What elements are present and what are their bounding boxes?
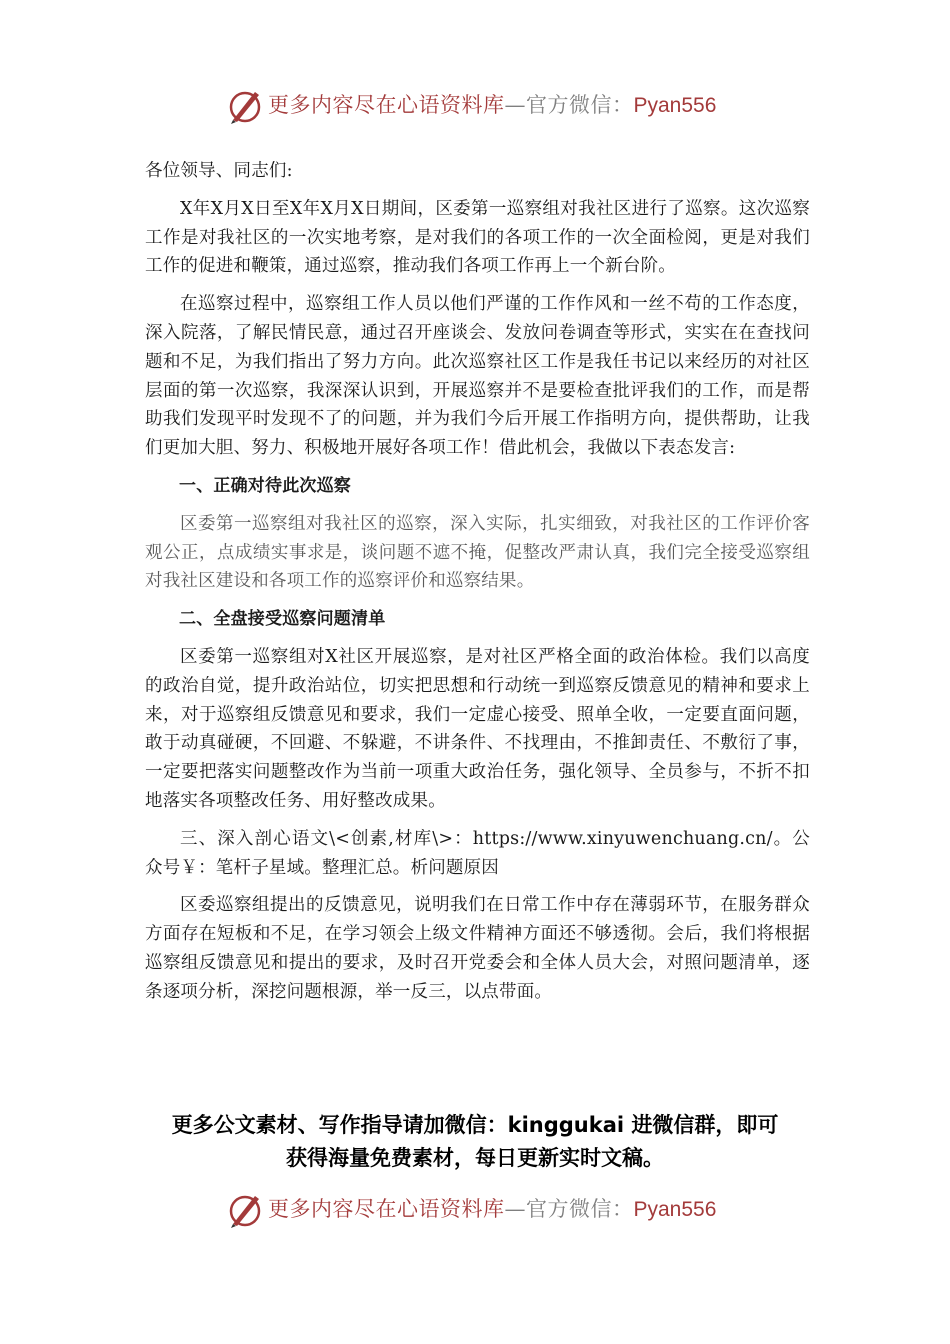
document-body <box>145 157 810 1016</box>
promo-line-2: 获得海量免费素材，每日更新实时文稿。 <box>286 1146 664 1170</box>
section-heading-1: 一、正确对待此次巡察 <box>179 475 351 496</box>
promo-line-1: 更多公文素材、写作指导请加微信：kinggukai 进微信群，即可 <box>171 1113 779 1137</box>
banner-part-1: 更多内容尽在心语资料库 <box>268 93 505 117</box>
banner-wechat-id: Pyan556 <box>633 1198 717 1221</box>
pen-logo-icon <box>225 86 265 126</box>
paragraph-6: 区委巡察组提出的反馈意见，说明我们在日常工作中存在薄弱环节，在服务群众方面存在短板和不足，在学习领会上级文件精神方面还不够透彻。会后，我们将根据巡察组反馈意见和提出的要求，及时召开党委会和全体人员大会，对照问题清单，逐条逐项分析，深挖问题根源，举一反三，以点带面。 <box>145 895 810 1002</box>
banner-text <box>268 90 716 121</box>
paragraph-4: 区委第一巡察组对X社区开展巡察，是对社区严格全面的政治体检。我们以高度的政治自觉，提升政治站位，切实把思想和行动统一到巡察反馈意见的精神和要求上来，对于巡察组反馈意见和要求，我们一定虚心接受、照单全收，一定要直面问题，敢于动真碰硬，不回避、不躲避，不讲条件、不找理由，不推卸责任、不敷衍了事，一定要把落实问题整改作为当前一项重大政治任务，强化领导、全员参与，不折不扣地落实各项整改任务、用好整改成果。 <box>145 646 810 811</box>
paragraph-1: X年X月X日至X年X月X日期间，区委第一巡察组对我社区进行了巡察。这次巡察工作是对我社区的一次实地考察，是对我们的各项工作的一次全面检阅，更是对我们工作的促进和鞭策，通过巡察，推动我们各项工作再上一个新台阶。 <box>145 198 810 277</box>
pen-logo-icon <box>225 1190 265 1230</box>
banner-part-2: —官方微信： <box>504 93 634 117</box>
section-heading-2: 二、全盘接受巡察问题清单 <box>179 609 386 630</box>
paragraph-5: 三、深入剖心语文\<创素,材库\>：https://www.xinyuwenchuang.cn/。公众号￥：笔杆子星域。整理汇总。析问题原因 <box>145 828 810 878</box>
banner-wechat-id: Pyan556 <box>633 94 717 117</box>
banner-part-1: 更多内容尽在心语资料库 <box>268 1197 505 1221</box>
promo-notice <box>120 1109 830 1175</box>
banner-text <box>268 1194 716 1225</box>
bottom-watermark-banner <box>0 1186 950 1236</box>
paragraph-2: 在巡察过程中，巡察组工作人员以他们严谨的工作作风和一丝不苟的工作态度，深入院落，了解民情民意，通过召开座谈会、发放问卷调查等形式，实实在在查找问题和不足，为我们指出了努力方向。此次巡察社区工作是我任书记以来经历的对社区层面的第一次巡察，我深深认识到，开展巡察并不是要检查批评我们的工作，而是帮助我们发现平时发现不了的问题，并为我们今后开展工作指明方向，提供帮助，让我们更加大胆、努力、积极地开展好各项工作！借此机会，我做以下表态发言: <box>145 294 810 459</box>
banner-part-2: —官方微信： <box>504 1197 634 1221</box>
top-watermark-banner <box>0 82 950 132</box>
paragraph-3: 区委第一巡察组对我社区的巡察，深入实际，扎实细致，对我社区的工作评价客观公正，点成绩实事求是，谈问题不遮不掩，促整改严肃认真，我们完全接受巡察组对我社区建设和各项工作的巡察评价和巡察结果。 <box>145 513 810 592</box>
greeting: 各位领导、同志们: <box>145 161 293 181</box>
